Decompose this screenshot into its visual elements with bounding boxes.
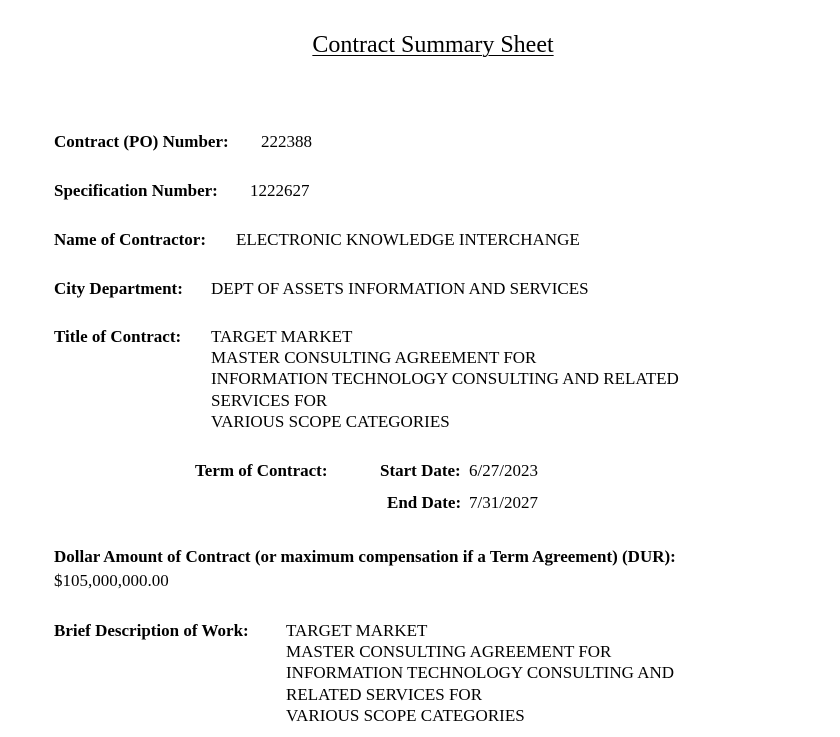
description-line: INFORMATION TECHNOLOGY CONSULTING AND: [286, 663, 675, 683]
description-line: TARGET MARKET: [286, 621, 428, 640]
contract-po-value: 222388: [261, 132, 312, 151]
contract-po-label: Contract (PO) Number:: [54, 132, 229, 151]
description-line: MASTER CONSULTING AGREEMENT FOR: [286, 642, 612, 662]
description-line: RELATED SERVICES FOR: [286, 684, 483, 704]
contract-title-line: INFORMATION TECHNOLOGY CONSULTING AND RELATED: [211, 369, 679, 389]
department-label: City Department:: [54, 279, 183, 298]
contract-title-line: TARGET MARKET: [211, 327, 353, 346]
contract-title-value: [211, 326, 679, 432]
page-title: Contract Summary Sheet: [312, 32, 554, 58]
contract-title-line: SERVICES FOR: [211, 390, 328, 410]
specification-label: Specification Number:: [54, 181, 218, 200]
term-label: Term of Contract:: [195, 461, 328, 480]
contract-title-line: MASTER CONSULTING AGREEMENT FOR: [211, 348, 537, 368]
specification-value: 1222627: [250, 181, 310, 200]
contract-title-label: Title of Contract:: [54, 327, 182, 346]
description-label: Brief Description of Work:: [54, 621, 249, 640]
start-date-label: Start Date:: [380, 461, 461, 480]
end-date-value: 7/31/2027: [469, 493, 538, 512]
contractor-label: Name of Contractor:: [54, 230, 206, 249]
description-value: [286, 620, 674, 726]
department-value: DEPT OF ASSETS INFORMATION AND SERVICES: [211, 279, 589, 298]
start-date-value: 6/27/2023: [469, 461, 538, 480]
end-date-label: End Date:: [387, 493, 462, 512]
description-line: VARIOUS SCOPE CATEGORIES: [286, 705, 525, 725]
dollar-amount-value: $105,000,000.00: [54, 571, 169, 590]
contractor-value: ELECTRONIC KNOWLEDGE INTERCHANGE: [236, 230, 580, 249]
contract-title-line: VARIOUS SCOPE CATEGORIES: [211, 411, 450, 431]
dollar-amount-label: Dollar Amount of Contract (or maximum compensation if a Term Agreement) (DUR):: [54, 547, 676, 566]
